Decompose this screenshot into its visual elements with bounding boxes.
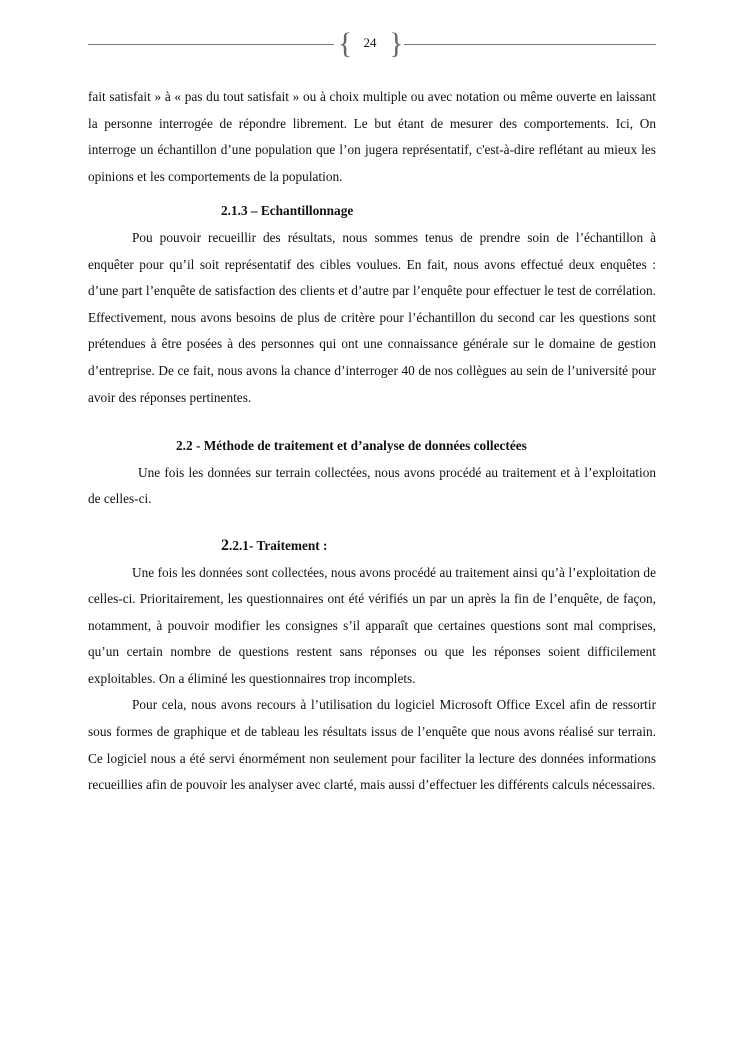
heading-2-1-3: 2.1.3 – Echantillonnage [221, 203, 354, 219]
page-number: 24 [363, 35, 377, 50]
heading-2-2-1-text: .2.1- Traitement : [229, 537, 328, 553]
right-brace-ornament: } [389, 27, 404, 60]
header-rule-right [404, 44, 656, 45]
heading-2-2-1 [88, 533, 656, 560]
paragraph-excel: Pour cela, nous avons recours à l’utilisation du logiciel Microsoft Office Excel afin de ressortir sous formes de graphique et de tableau les résultats issus de l’enquête que nous avons réalisé sur terrain. Ce logiciel nous a été servi énormément non seulement pour faciliter la lecture des données informations recueillies afin de pouvoir les analyser avec clarté, mais aussi d’effectuer les différents calculs nécessaires. [88, 697, 656, 793]
document-body [88, 84, 656, 799]
left-brace-ornament: { [338, 27, 353, 60]
paragraph-echantillonnage: Pou pouvoir recueillir des résultats, nous sommes tenus de prendre soin de l’échantillon à enquêter pour qu’il soit représentatif des cibles voulues. En fait, nous avons effectué deux enquêtes : d’une part l’enquête de satisfaction des clients et d’autre par l’enquête pour effectuer le test de corrélation. Effectivement, nous avons besoins de plus de critère pour l’échantillon du second car les questions sont prétendues à être posées à des personnes qui ont une connaissance générale sur le domaine de gestion d’entreprise. De ce fait, nous avons la chance d’interroger 40 de nos collègues au sein de l’université pour avoir des réponses pertinentes. [88, 229, 656, 405]
page-header [0, 0, 745, 70]
heading-2-2-1-number: 2 [221, 536, 229, 554]
paragraph-continuation: fait satisfait » à « pas du tout satisfait » ou à choix multiple ou avec notation ou même ouverte en laissant la personne interrogée de répondre librement. Le but étant de mesurer des comportements. Ici, On interroge un échantillon d’une population que l’on jugera représentatif, c'est-à-dire reflétant au mieux les opinions et les comportements de la population. [88, 89, 656, 184]
paragraph-methode: Une fois les données sur terrain collectées, nous avons procédé au traitement et à l’exploitation de celles-ci. [88, 464, 656, 507]
header-rule-left [88, 44, 334, 45]
paragraph-traitement: Une fois les données sont collectées, nous avons procédé au traitement ainsi qu’à l’exploitation de celles-ci. Prioritairement, les questionnaires ont été vérifiés un par un après la fin de l’enquête, de façon, notamment, à pouvoir modifier les consignes s’il apparaît que certaines questions sont mal comprises, qu’un certain nombre de questions restent sans réponses ou que les réponses soient difficilement exploitables. On a éliminé les questionnaires trop incomplets. [88, 564, 656, 686]
heading-2-2: 2.2 - Méthode de traitement et d’analyse de données collectées [176, 438, 527, 454]
